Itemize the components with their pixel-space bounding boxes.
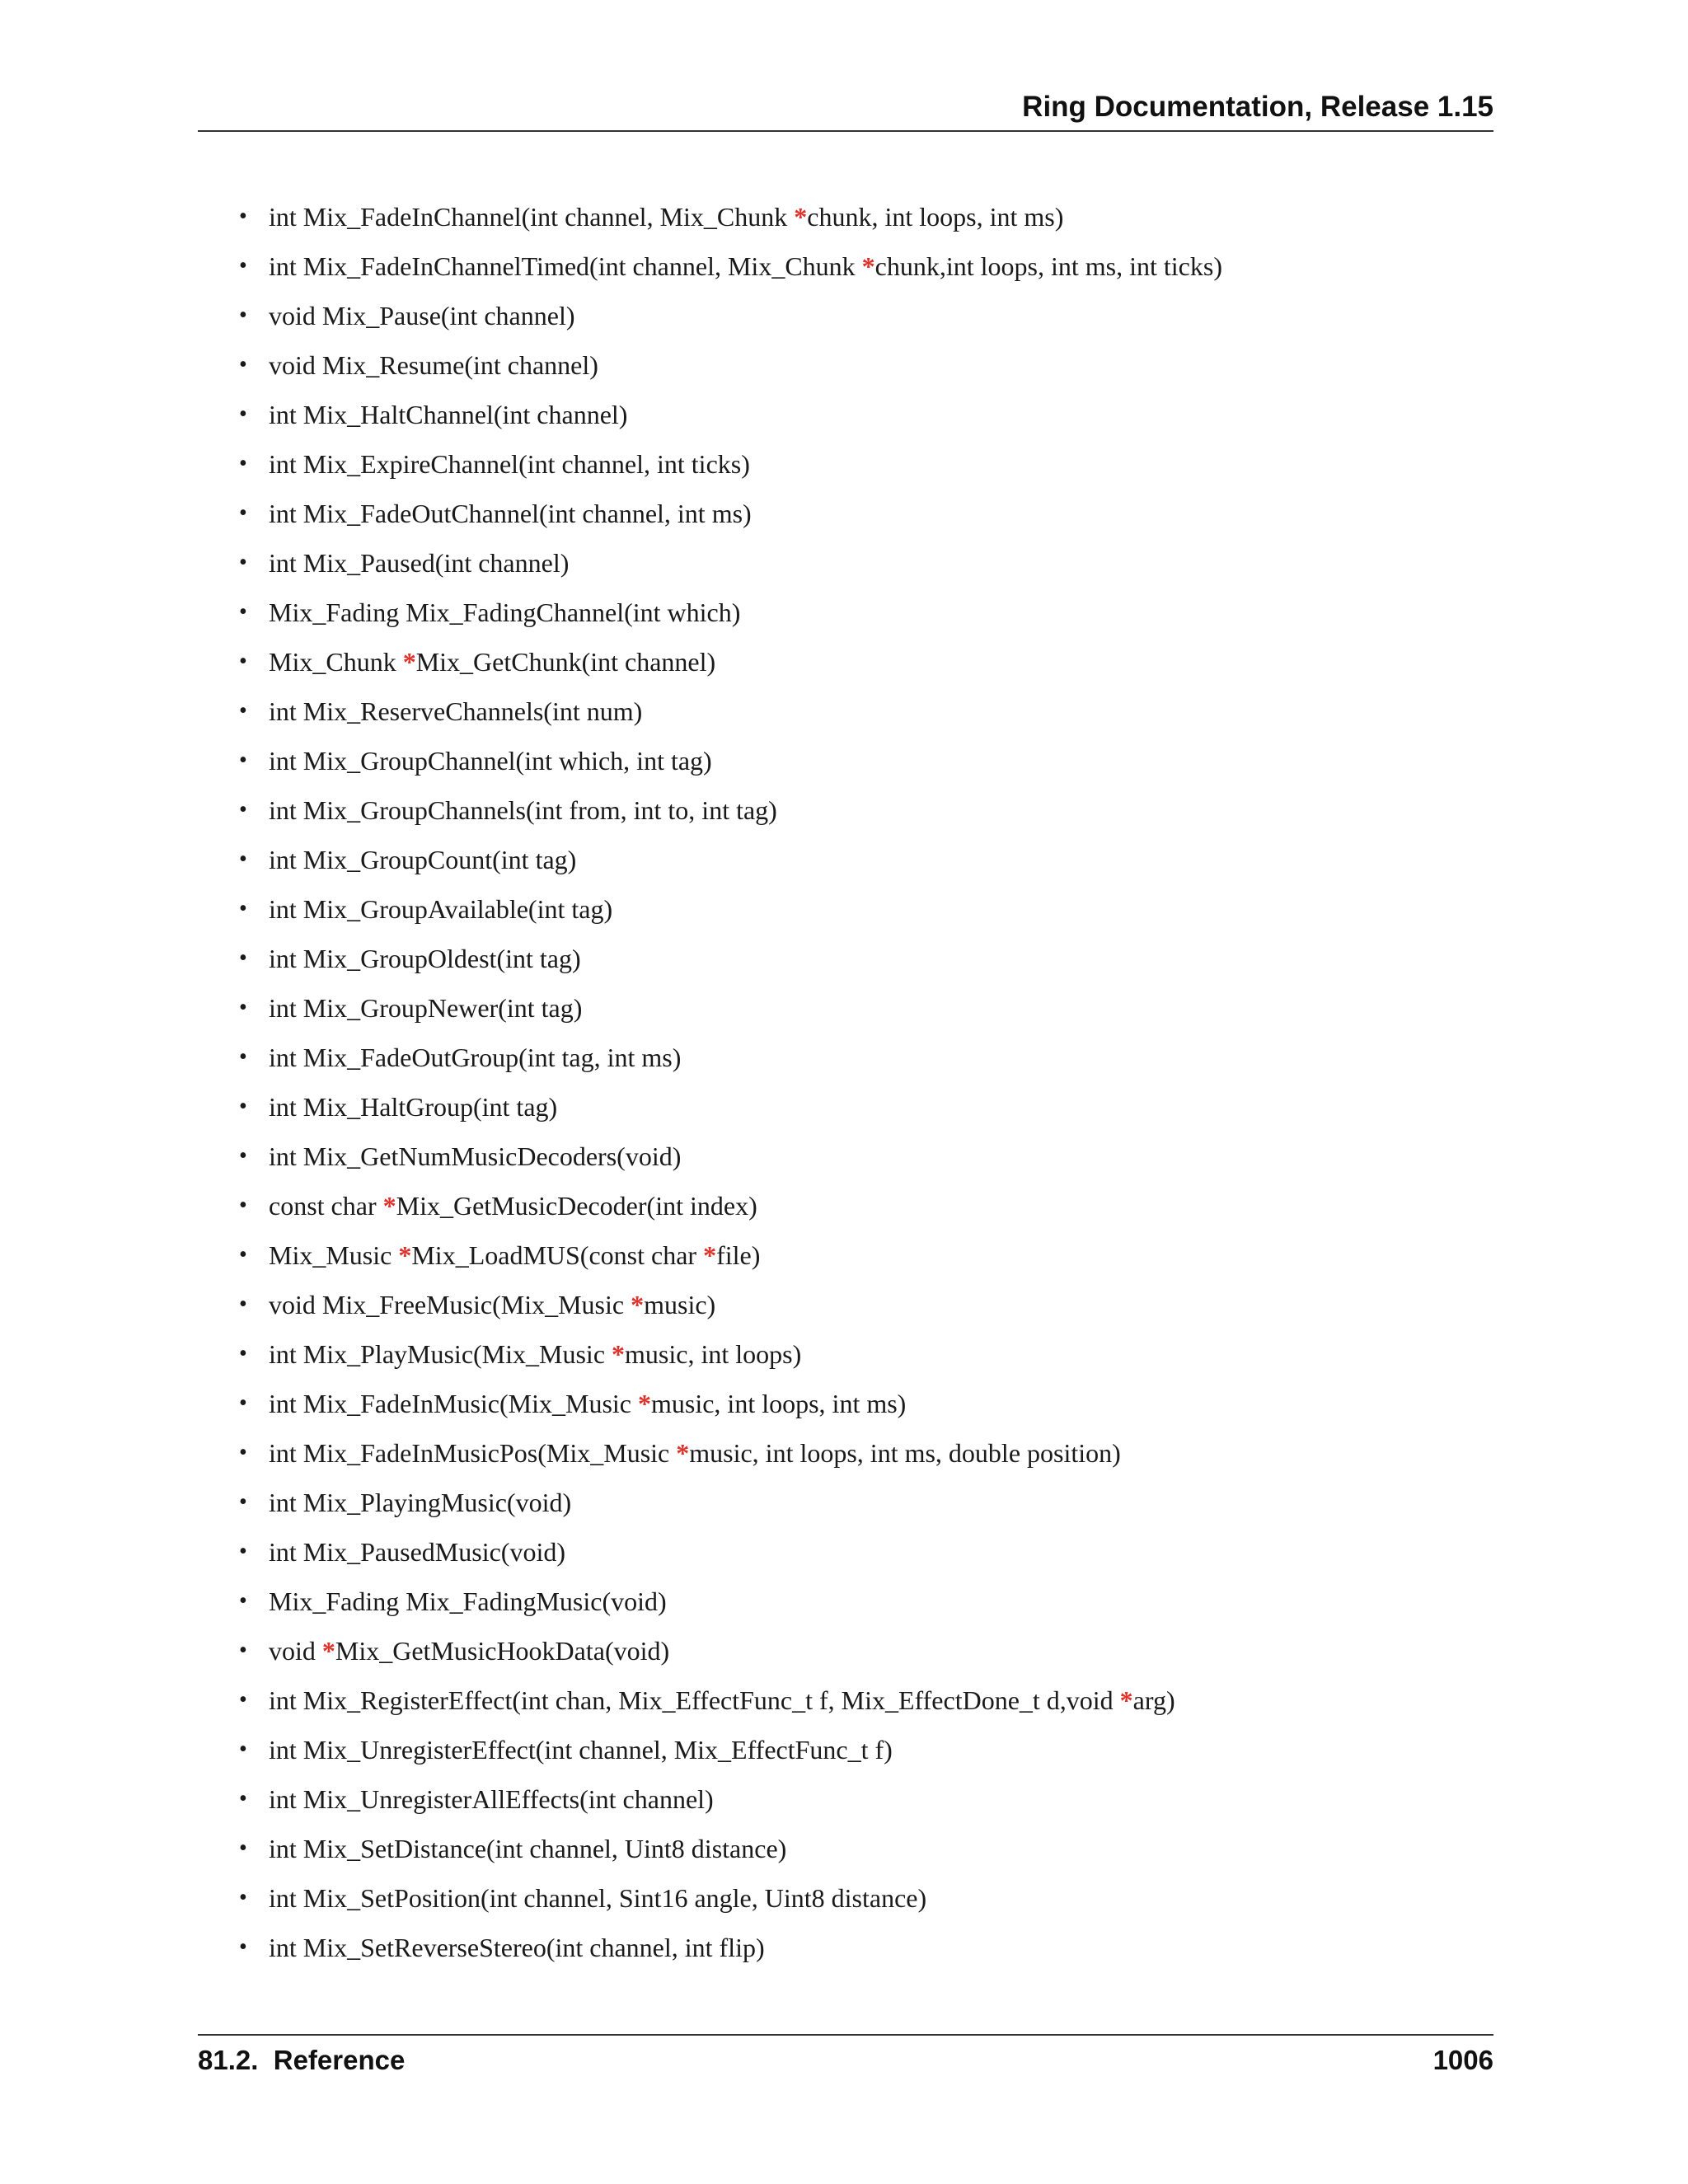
- function-signature: int Mix_Paused(int channel): [269, 548, 570, 578]
- bullet-icon: •: [239, 1291, 247, 1317]
- function-signature: int Mix_ExpireChannel(int channel, int ticks): [269, 449, 750, 479]
- list-item: [239, 1386, 1222, 1436]
- bullet-icon: •: [239, 204, 247, 229]
- function-signature: void Mix_FreeMusic(Mix_Music *music): [269, 1290, 716, 1319]
- bullet-icon: •: [239, 1242, 247, 1268]
- list-item: [239, 298, 1222, 348]
- list-item: [239, 447, 1222, 496]
- function-signature: int Mix_FadeInChannel(int channel, Mix_Chunk *chunk, int loops, int ms): [269, 202, 1064, 232]
- function-signature: Mix_Fading Mix_FadingChannel(int which): [269, 598, 741, 627]
- bullet-icon: •: [239, 1539, 247, 1564]
- list-item: [239, 1633, 1222, 1683]
- bullet-icon: •: [239, 846, 247, 872]
- list-item: [239, 892, 1222, 941]
- bullet-icon: •: [239, 550, 247, 575]
- bullet-icon: •: [239, 797, 247, 823]
- function-signature: int Mix_GroupOldest(int tag): [269, 944, 581, 973]
- list-item: [239, 694, 1222, 743]
- page-header: [198, 91, 1493, 132]
- function-signature: int Mix_FadeOutGroup(int tag, int ms): [269, 1043, 682, 1072]
- list-item: [239, 546, 1222, 595]
- bullet-icon: •: [239, 1786, 247, 1811]
- bullet-icon: •: [239, 1736, 247, 1762]
- list-item: [239, 1040, 1222, 1090]
- list-item: [239, 595, 1222, 644]
- function-signature: int Mix_GroupAvailable(int tag): [269, 894, 613, 924]
- document-title: Ring Documentation, Release 1.15: [1022, 91, 1493, 123]
- bullet-icon: •: [239, 599, 247, 625]
- function-signature: Mix_Music *Mix_LoadMUS(const char *file): [269, 1240, 761, 1270]
- list-item: [239, 1485, 1222, 1535]
- list-item: [239, 496, 1222, 546]
- list-item: [239, 1139, 1222, 1188]
- bullet-icon: •: [239, 1440, 247, 1465]
- list-item: [239, 941, 1222, 991]
- list-item: [239, 199, 1222, 249]
- bullet-icon: •: [239, 401, 247, 427]
- bullet-icon: •: [239, 302, 247, 328]
- bullet-icon: •: [239, 1143, 247, 1169]
- bullet-icon: •: [239, 500, 247, 526]
- bullet-icon: •: [239, 1489, 247, 1515]
- bullet-icon: •: [239, 698, 247, 724]
- function-signature: int Mix_GroupCount(int tag): [269, 845, 577, 874]
- list-item: [239, 1881, 1222, 1930]
- bullet-icon: •: [239, 1588, 247, 1614]
- function-signature: int Mix_FadeInChannelTimed(int channel, Mix_Chunk *chunk,int loops, int ms, int ticks): [269, 251, 1222, 281]
- function-signature: int Mix_FadeInMusic(Mix_Music *music, int loops, int ms): [269, 1389, 907, 1418]
- list-item: [239, 348, 1222, 397]
- bullet-icon: •: [239, 945, 247, 971]
- list-item: [239, 1584, 1222, 1633]
- function-list: [239, 199, 1222, 1980]
- bullet-icon: •: [239, 995, 247, 1020]
- list-item: [239, 1287, 1222, 1337]
- list-item: [239, 1782, 1222, 1831]
- function-signature: const char *Mix_GetMusicDecoder(int index): [269, 1191, 757, 1221]
- bullet-icon: •: [239, 1687, 247, 1713]
- function-signature: void *Mix_GetMusicHookData(void): [269, 1636, 670, 1666]
- bullet-icon: •: [239, 748, 247, 773]
- list-item: [239, 1535, 1222, 1584]
- list-item: [239, 991, 1222, 1040]
- function-signature: Mix_Fading Mix_FadingMusic(void): [269, 1586, 667, 1616]
- list-item: [239, 1683, 1222, 1732]
- function-signature: int Mix_GetNumMusicDecoders(void): [269, 1141, 682, 1171]
- bullet-icon: •: [239, 896, 247, 921]
- function-signature: int Mix_PausedMusic(void): [269, 1537, 565, 1567]
- page-number: 1006: [1432, 2045, 1493, 2075]
- bullet-icon: •: [239, 1835, 247, 1861]
- function-signature: Mix_Chunk *Mix_GetChunk(int channel): [269, 647, 716, 677]
- function-signature: int Mix_GroupChannels(int from, int to, int tag): [269, 795, 777, 825]
- list-item: [239, 743, 1222, 793]
- bullet-icon: •: [239, 352, 247, 377]
- function-signature: int Mix_UnregisterAllEffects(int channel): [269, 1784, 714, 1814]
- bullet-icon: •: [239, 451, 247, 476]
- function-signature: int Mix_RegisterEffect(int chan, Mix_EffectFunc_t f, Mix_EffectDone_t d,void *arg): [269, 1685, 1175, 1715]
- list-item: [239, 793, 1222, 842]
- list-item: [239, 1930, 1222, 1980]
- section-reference: 81.2. Reference: [198, 2045, 406, 2075]
- function-signature: int Mix_GroupNewer(int tag): [269, 993, 583, 1023]
- function-signature: int Mix_UnregisterEffect(int channel, Mix_EffectFunc_t f): [269, 1735, 893, 1765]
- function-signature: int Mix_PlayingMusic(void): [269, 1488, 572, 1517]
- function-signature: int Mix_SetDistance(int channel, Uint8 distance): [269, 1834, 787, 1863]
- bullet-icon: •: [239, 649, 247, 674]
- function-signature: int Mix_GroupChannel(int which, int tag): [269, 746, 712, 776]
- function-signature: int Mix_SetReverseStereo(int channel, int flip): [269, 1933, 765, 1962]
- function-signature: int Mix_FadeInMusicPos(Mix_Music *music, int loops, int ms, double position): [269, 1438, 1121, 1468]
- list-item: [239, 644, 1222, 694]
- bullet-icon: •: [239, 1341, 247, 1366]
- list-item: [239, 842, 1222, 892]
- bullet-icon: •: [239, 1044, 247, 1070]
- bullet-icon: •: [239, 1094, 247, 1119]
- function-signature: int Mix_SetPosition(int channel, Sint16 angle, Uint8 distance): [269, 1883, 927, 1913]
- list-item: [239, 1238, 1222, 1287]
- function-signature: int Mix_PlayMusic(Mix_Music *music, int loops): [269, 1339, 802, 1369]
- bullet-icon: •: [239, 1390, 247, 1416]
- list-item: [239, 1732, 1222, 1782]
- list-item: [239, 1090, 1222, 1139]
- bullet-icon: •: [239, 1193, 247, 1218]
- bullet-icon: •: [239, 253, 247, 279]
- function-signature: void Mix_Resume(int channel): [269, 350, 598, 380]
- list-item: [239, 1436, 1222, 1485]
- function-signature: int Mix_FadeOutChannel(int channel, int ms): [269, 499, 752, 528]
- list-item: [239, 397, 1222, 447]
- page-footer: [198, 2034, 1493, 2085]
- function-signature: int Mix_HaltChannel(int channel): [269, 400, 628, 429]
- function-signature: void Mix_Pause(int channel): [269, 301, 575, 330]
- bullet-icon: •: [239, 1934, 247, 1960]
- bullet-icon: •: [239, 1638, 247, 1663]
- function-signature: int Mix_ReserveChannels(int num): [269, 696, 643, 726]
- function-signature: int Mix_HaltGroup(int tag): [269, 1092, 558, 1122]
- list-item: [239, 249, 1222, 298]
- list-item: [239, 1337, 1222, 1386]
- list-item: [239, 1188, 1222, 1238]
- list-item: [239, 1831, 1222, 1881]
- bullet-icon: •: [239, 1885, 247, 1910]
